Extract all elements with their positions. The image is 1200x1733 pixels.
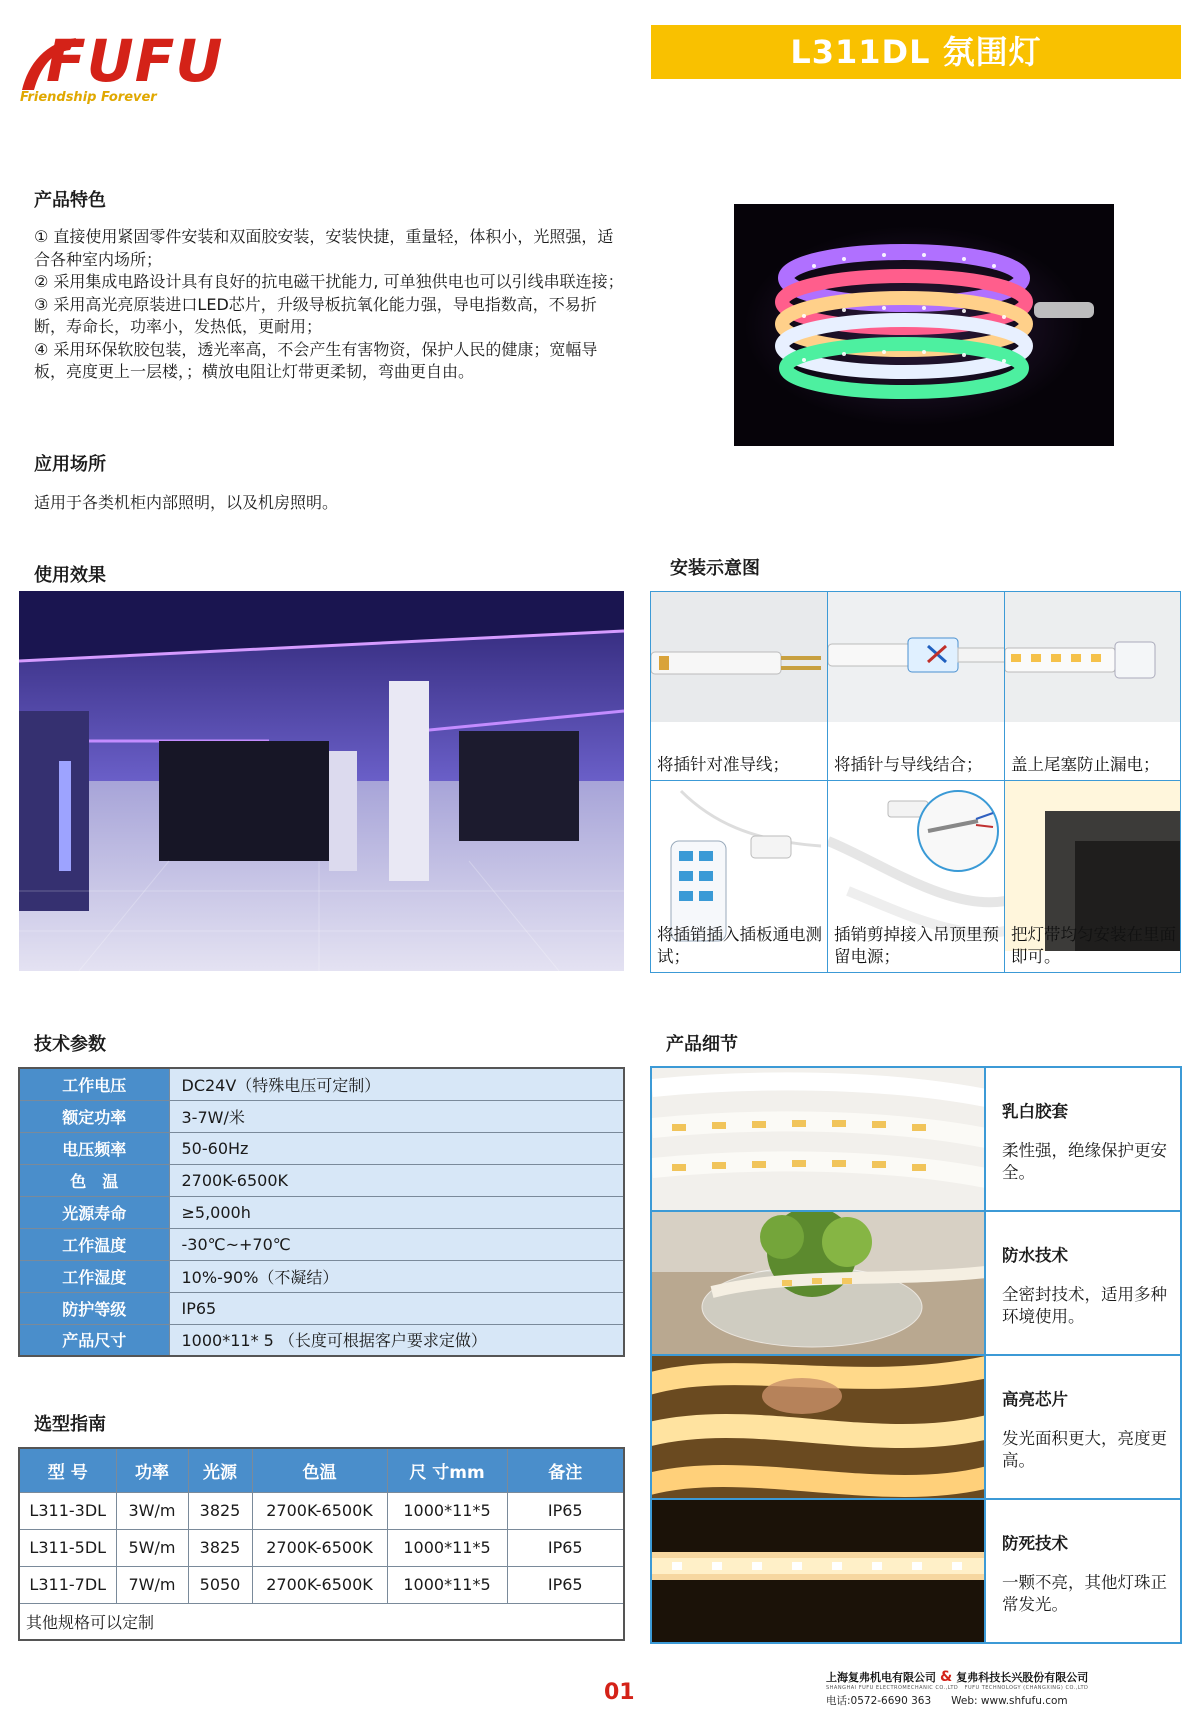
table-cell: 3825 xyxy=(188,1492,252,1529)
footer-company-en xyxy=(826,1685,1186,1691)
detail-row xyxy=(652,1356,1180,1500)
table-row xyxy=(19,1292,624,1324)
table-cell: 1000*11*5 xyxy=(387,1566,507,1603)
detail-row xyxy=(652,1212,1180,1356)
spec-value: IP65 xyxy=(169,1292,624,1324)
table-row xyxy=(19,1492,624,1529)
detail-image xyxy=(652,1500,986,1642)
effect-heading: 使用效果 xyxy=(34,565,106,586)
features-heading: 产品特色 xyxy=(34,190,106,211)
column-header: 尺 寸mm xyxy=(387,1448,507,1492)
table-row xyxy=(19,1100,624,1132)
logo-tagline: Friendship Forever xyxy=(20,90,157,105)
detail-image xyxy=(652,1212,986,1354)
detail-desc: 柔性强，绝缘保护更安全。 xyxy=(1002,1141,1167,1182)
footer-contact xyxy=(826,1693,1186,1708)
detail-desc: 全密封技术，适用多种环境使用。 xyxy=(1002,1285,1167,1326)
table-cell: L311-5DL xyxy=(19,1529,116,1566)
column-header: 色温 xyxy=(252,1448,387,1492)
spec-value: 2700K-6500K xyxy=(169,1164,624,1196)
table-cell: L311-3DL xyxy=(19,1492,116,1529)
product-hero-image xyxy=(734,204,1114,446)
install-step-image xyxy=(828,592,1004,722)
install-step-image xyxy=(651,592,827,722)
spec-key: 产品尺寸 xyxy=(19,1324,169,1356)
company-name: 复弗科技长兴股份有限公司 xyxy=(956,1671,1089,1684)
spec-value: 50-60Hz xyxy=(169,1132,624,1164)
table-row xyxy=(19,1228,624,1260)
table-cell: IP65 xyxy=(507,1566,624,1603)
install-step-caption: 把灯带均匀安装在里面即可。 xyxy=(1011,925,1176,966)
column-header: 备注 xyxy=(507,1448,624,1492)
specs-table xyxy=(18,1067,625,1357)
spec-key: 工作温度 xyxy=(19,1228,169,1260)
details-panel xyxy=(650,1066,1182,1644)
spec-key: 色 温 xyxy=(19,1164,169,1196)
table-cell: 3825 xyxy=(188,1529,252,1566)
table-header-row xyxy=(19,1448,624,1492)
table-row xyxy=(19,1529,624,1566)
spec-value: 10%-90%（不凝结） xyxy=(169,1260,624,1292)
applications-text: 适用于各类机柜内部照明，以及机房照明。 xyxy=(34,493,339,512)
detail-row xyxy=(652,1068,1180,1212)
detail-title: 乳白胶套 xyxy=(1002,1102,1068,1121)
spec-value: -30℃~+70℃ xyxy=(169,1228,624,1260)
page-title: L311DL 氛围灯 xyxy=(651,25,1181,79)
spec-value: DC24V（特殊电压可定制） xyxy=(169,1068,624,1100)
company-name: 上海复弗机电有限公司 xyxy=(826,1671,936,1684)
usage-effect-image xyxy=(19,591,624,971)
install-step xyxy=(828,592,1005,781)
table-row xyxy=(19,1164,624,1196)
company-name-en: SHANGHAI FUFU ELECTROMECHANIC CO.,LTD xyxy=(826,1685,959,1691)
spec-key: 工作电压 xyxy=(19,1068,169,1100)
install-step xyxy=(651,781,828,972)
spec-value: ≥5,000h xyxy=(169,1196,624,1228)
detail-row xyxy=(652,1500,1180,1642)
table-cell: 7W/m xyxy=(116,1566,188,1603)
table-row xyxy=(19,1132,624,1164)
specs-heading: 技术参数 xyxy=(34,1034,106,1055)
install-step-caption: 盖上尾塞防止漏电； xyxy=(1011,755,1160,774)
footer-website: Web: www.shfufu.com xyxy=(951,1695,1068,1707)
footer xyxy=(826,1669,1186,1708)
page-number: 01 xyxy=(604,1680,635,1705)
installation-heading: 安装示意图 xyxy=(670,558,760,579)
install-step xyxy=(1005,781,1180,972)
detail-title: 防死技术 xyxy=(1002,1534,1068,1553)
table-row xyxy=(19,1324,624,1356)
table-cell: 1000*11*5 xyxy=(387,1492,507,1529)
detail-image xyxy=(652,1356,986,1498)
spec-value: 3-7W/米 xyxy=(169,1100,624,1132)
company-name-en: FUFU TECHNOLOGY (CHANGXING) CO.,LTD xyxy=(964,1685,1089,1691)
spec-key: 工作湿度 xyxy=(19,1260,169,1292)
detail-title: 高亮芯片 xyxy=(1002,1390,1068,1409)
table-cell: L311-7DL xyxy=(19,1566,116,1603)
selection-note: 其他规格可以定制 xyxy=(19,1603,624,1640)
spec-key: 额定功率 xyxy=(19,1100,169,1132)
footer-phone: 电话:0572-6690 363 xyxy=(826,1695,932,1707)
brand-logo xyxy=(18,27,224,108)
table-row xyxy=(19,1566,624,1603)
spec-key: 防护等级 xyxy=(19,1292,169,1324)
details-heading: 产品细节 xyxy=(666,1034,738,1055)
feature-item: ① 直接使用紧固零件安装和双面胶安装，安装快捷，重量轻，体积小，光照强，适合各种室内场所； xyxy=(34,227,614,269)
features-list xyxy=(34,226,624,384)
installation-grid xyxy=(650,591,1181,973)
detail-title: 防水技术 xyxy=(1002,1246,1068,1265)
column-header: 光源 xyxy=(188,1448,252,1492)
selection-table xyxy=(18,1447,625,1641)
install-step-image xyxy=(1005,592,1180,722)
feature-item: ④ 采用环保软胶包装，透光率高，不会产生有害物资，保护人民的健康；宽幅导板，亮度更上一层楼，；横放电阻让灯带更柔韧，弯曲更自由。 xyxy=(34,339,598,381)
table-row xyxy=(19,1196,624,1228)
table-cell: 3W/m xyxy=(116,1492,188,1529)
detail-desc: 发光面积更大，亮度更高。 xyxy=(1002,1429,1167,1470)
spec-value: 1000*11* 5 （长度可根据客户要求定做） xyxy=(169,1324,624,1356)
table-row xyxy=(19,1603,624,1640)
table-row xyxy=(19,1260,624,1292)
install-step-caption: 插销剪掉接入吊顶里预留电源； xyxy=(834,925,999,966)
install-step xyxy=(651,592,828,781)
detail-desc: 一颗不亮，其他灯珠正常发光。 xyxy=(1002,1573,1167,1614)
table-cell: 2700K-6500K xyxy=(252,1566,387,1603)
table-row xyxy=(19,1068,624,1100)
table-cell: 1000*11*5 xyxy=(387,1529,507,1566)
install-step-caption: 将插针与导线结合； xyxy=(834,755,983,774)
column-header: 型 号 xyxy=(19,1448,116,1492)
table-cell: 2700K-6500K xyxy=(252,1492,387,1529)
install-step xyxy=(828,781,1005,972)
footer-companies: 上海复弗机电有限公司 & 复弗科技长兴股份有限公司 xyxy=(826,1669,1089,1685)
feature-item: ② 采用集成电路设计具有良好的抗电磁干扰能力, 可单独供电也可以引线串联连接； xyxy=(34,272,624,291)
table-cell: IP65 xyxy=(507,1529,624,1566)
spec-key: 电压频率 xyxy=(19,1132,169,1164)
column-header: 功率 xyxy=(116,1448,188,1492)
install-step xyxy=(1005,592,1180,781)
feature-item: ③ 采用高光亮原装进口LED芯片，升级导板抗氧化能力强，导电指数高，不易折断，寿命长，功率小，发热低，更耐用； xyxy=(34,294,597,336)
table-cell: IP65 xyxy=(507,1492,624,1529)
install-step-caption: 将插针对准导线； xyxy=(657,755,789,774)
table-cell: 5050 xyxy=(188,1566,252,1603)
applications-heading: 应用场所 xyxy=(34,454,106,475)
spec-key: 光源寿命 xyxy=(19,1196,169,1228)
table-cell: 2700K-6500K xyxy=(252,1529,387,1566)
selection-heading: 选型指南 xyxy=(34,1414,106,1435)
logo-wordmark: FUFU xyxy=(46,27,224,95)
table-cell: 5W/m xyxy=(116,1529,188,1566)
install-step-caption: 将插销插入插板通电测试； xyxy=(657,925,822,966)
detail-image xyxy=(652,1068,986,1210)
